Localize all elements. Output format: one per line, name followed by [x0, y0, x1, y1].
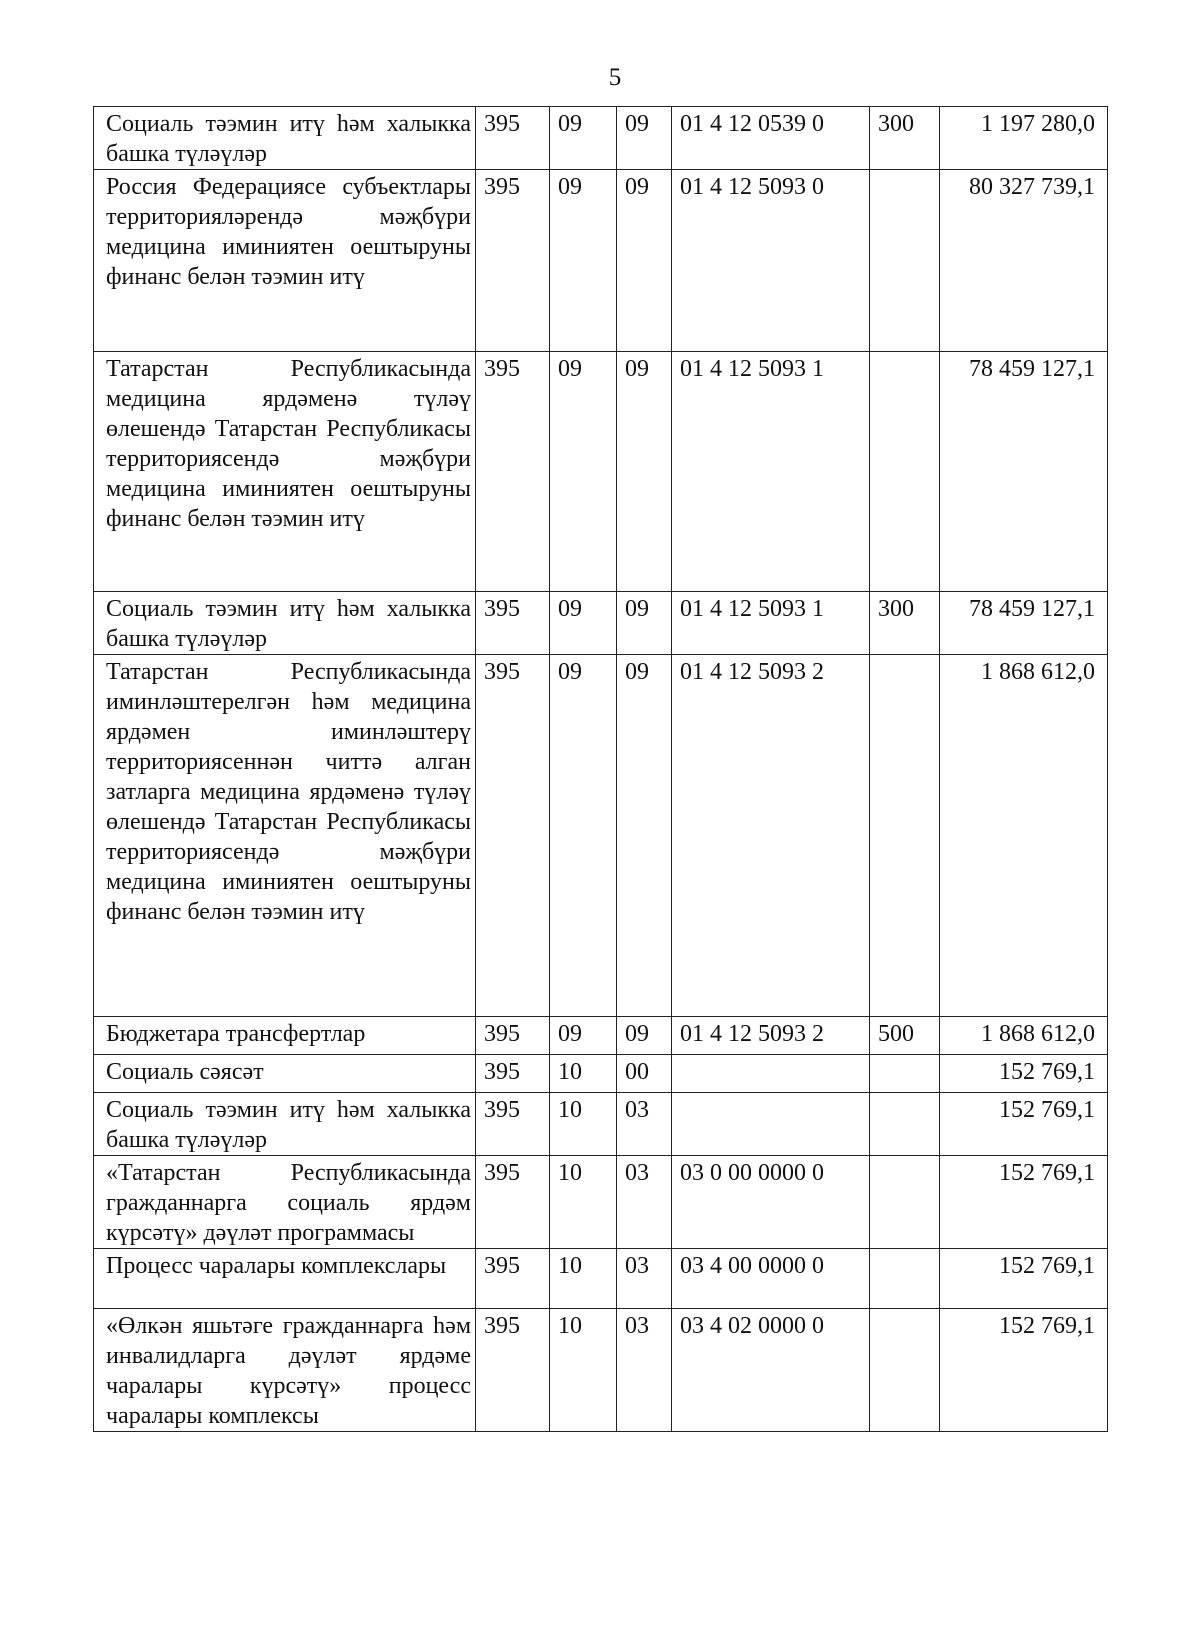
amount-cell: 152 769,1	[940, 1055, 1108, 1093]
table-row	[94, 107, 1108, 170]
row-name-cell: Социаль тәэмин итү һәм халыкка башка түләүләр	[94, 592, 476, 655]
amount-cell: 152 769,1	[940, 1309, 1108, 1432]
expense-type-code-cell	[870, 655, 940, 1017]
row-name-cell: Россия Федерациясе субъектлары территорияләрендә мәҗбүри медицина иминиятен оештыруны финанс белән тәэмин итү	[94, 170, 476, 352]
section-code-cell: 10	[550, 1249, 617, 1309]
row-name-cell: Татарстан Республикасында медицина ярдәменә түләү өлешендә Татарстан Республикасы территориясендә мәҗбүри медицина иминиятен оештыруны финанс белән тәэмин итү	[94, 352, 476, 592]
amount-cell: 152 769,1	[940, 1249, 1108, 1309]
section-code-cell: 09	[550, 1017, 617, 1055]
target-article-code-cell: 03 4 02 0000 0	[672, 1309, 870, 1432]
row-name-cell: Социаль тәэмин итү һәм халыкка башка түләүләр	[94, 107, 476, 170]
ministry-code-cell: 395	[476, 1309, 550, 1432]
row-name-cell: Социаль тәэмин итү һәм халыкка башка түләүләр	[94, 1093, 476, 1156]
amount-cell: 80 327 739,1	[940, 170, 1108, 352]
subsection-code-cell: 09	[617, 655, 672, 1017]
table-row	[94, 170, 1108, 352]
ministry-code-cell: 395	[476, 352, 550, 592]
table-row	[94, 352, 1108, 592]
section-code-cell: 09	[550, 107, 617, 170]
subsection-code-cell: 09	[617, 107, 672, 170]
section-code-cell: 09	[550, 170, 617, 352]
target-article-code-cell: 01 4 12 5093 1	[672, 592, 870, 655]
expense-type-code-cell	[870, 352, 940, 592]
page-number: 5	[608, 64, 622, 91]
subsection-code-cell: 00	[617, 1055, 672, 1093]
expense-type-code-cell: 300	[870, 592, 940, 655]
target-article-code-cell: 03 4 00 0000 0	[672, 1249, 870, 1309]
amount-cell: 152 769,1	[940, 1156, 1108, 1249]
amount-cell: 152 769,1	[940, 1093, 1108, 1156]
ministry-code-cell: 395	[476, 1156, 550, 1249]
amount-cell: 1 868 612,0	[940, 1017, 1108, 1055]
row-name-cell: Процесс чаралары комплекслары	[94, 1249, 476, 1309]
target-article-code-cell: 01 4 12 5093 0	[672, 170, 870, 352]
amount-cell: 78 459 127,1	[940, 592, 1108, 655]
subsection-code-cell: 03	[617, 1309, 672, 1432]
ministry-code-cell: 395	[476, 170, 550, 352]
subsection-code-cell: 09	[617, 352, 672, 592]
section-code-cell: 10	[550, 1156, 617, 1249]
amount-cell: 1 868 612,0	[940, 655, 1108, 1017]
subsection-code-cell: 09	[617, 170, 672, 352]
subsection-code-cell: 03	[617, 1249, 672, 1309]
amount-cell: 78 459 127,1	[940, 352, 1108, 592]
section-code-cell: 10	[550, 1055, 617, 1093]
row-name-cell: «Татарстан Республикасында гражданнарга социаль ярдәм күрсәтү» дәүләт программасы	[94, 1156, 476, 1249]
ministry-code-cell: 395	[476, 1093, 550, 1156]
expense-type-code-cell	[870, 1055, 940, 1093]
table-row	[94, 1055, 1108, 1093]
expense-type-code-cell	[870, 1093, 940, 1156]
subsection-code-cell: 03	[617, 1156, 672, 1249]
table-row	[94, 1156, 1108, 1249]
row-name-cell: Татарстан Республикасында иминләштерелгән һәм медицина ярдәмен иминләштерү территориясеннән читтә алган затларга медицина ярдәменә түләү өлешендә Татарстан Республикасы территориясендә мәҗбүри медицина иминиятен оештыруны финанс белән тәэмин итү	[94, 655, 476, 1017]
table-body	[94, 107, 1108, 1432]
target-article-code-cell: 03 0 00 0000 0	[672, 1156, 870, 1249]
row-name-cell: «Өлкән яшьтәге гражданнарга һәм инвалидларга дәүләт ярдәме чаралары күрсәтү» процесс чаралары комплексы	[94, 1309, 476, 1432]
ministry-code-cell: 395	[476, 1249, 550, 1309]
target-article-code-cell: 01 4 12 5093 2	[672, 655, 870, 1017]
target-article-code-cell: 01 4 12 5093 2	[672, 1017, 870, 1055]
section-code-cell: 09	[550, 592, 617, 655]
table-row	[94, 1093, 1108, 1156]
expense-type-code-cell	[870, 170, 940, 352]
budget-table	[93, 106, 1108, 1432]
expense-type-code-cell	[870, 1156, 940, 1249]
section-code-cell: 09	[550, 655, 617, 1017]
ministry-code-cell: 395	[476, 592, 550, 655]
target-article-code-cell	[672, 1055, 870, 1093]
ministry-code-cell: 395	[476, 107, 550, 170]
subsection-code-cell: 09	[617, 1017, 672, 1055]
target-article-code-cell	[672, 1093, 870, 1156]
section-code-cell: 10	[550, 1309, 617, 1432]
table-row	[94, 655, 1108, 1017]
table-row	[94, 592, 1108, 655]
table-row	[94, 1249, 1108, 1309]
expense-type-code-cell: 300	[870, 107, 940, 170]
ministry-code-cell: 395	[476, 1055, 550, 1093]
amount-cell: 1 197 280,0	[940, 107, 1108, 170]
ministry-code-cell: 395	[476, 655, 550, 1017]
table-row	[94, 1017, 1108, 1055]
row-name-cell: Бюджетара трансфертлар	[94, 1017, 476, 1055]
subsection-code-cell: 09	[617, 592, 672, 655]
target-article-code-cell: 01 4 12 5093 1	[672, 352, 870, 592]
section-code-cell: 10	[550, 1093, 617, 1156]
section-code-cell: 09	[550, 352, 617, 592]
row-name-cell: Социаль сәясәт	[94, 1055, 476, 1093]
table-row	[94, 1309, 1108, 1432]
expense-type-code-cell	[870, 1249, 940, 1309]
ministry-code-cell: 395	[476, 1017, 550, 1055]
target-article-code-cell: 01 4 12 0539 0	[672, 107, 870, 170]
subsection-code-cell: 03	[617, 1093, 672, 1156]
expense-type-code-cell	[870, 1309, 940, 1432]
expense-type-code-cell: 500	[870, 1017, 940, 1055]
